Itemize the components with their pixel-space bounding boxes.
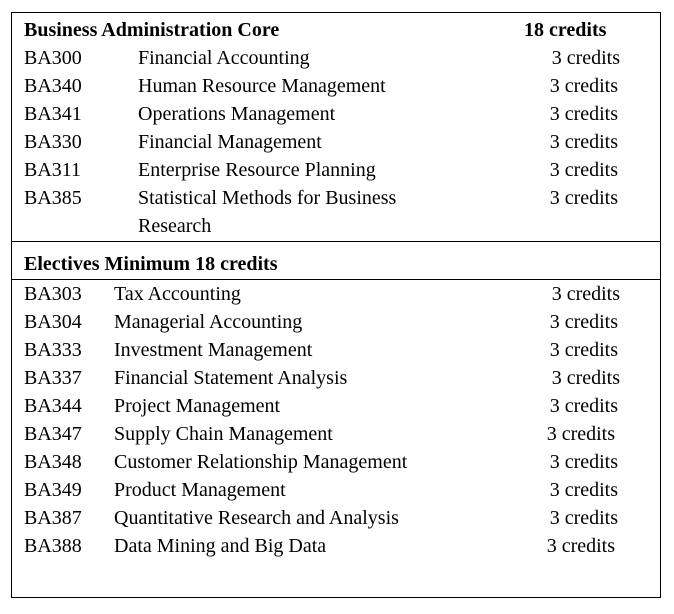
course-code: BA387 (24, 507, 82, 529)
table-row (24, 336, 624, 364)
course-credits: 3 credits (549, 451, 618, 473)
course-credits: 3 credits (549, 187, 618, 209)
course-title: Managerial Accounting (114, 311, 303, 333)
core-section-total: 18 credits (524, 19, 607, 41)
course-title: Supply Chain Management (114, 423, 333, 445)
core-section-title: Business Administration Core (24, 19, 280, 41)
course-code: BA341 (24, 103, 82, 125)
course-code: BA344 (24, 395, 82, 417)
course-title: Financial Accounting (138, 47, 310, 69)
course-title: Operations Management (138, 103, 336, 125)
course-title: Tax Accounting (114, 283, 241, 305)
course-code: BA330 (24, 131, 82, 153)
table-row (24, 128, 624, 156)
course-credits: 3 credits (549, 311, 618, 333)
course-code: BA303 (24, 283, 82, 305)
table-row (24, 44, 624, 72)
course-title: Investment Management (114, 339, 313, 361)
table-row (24, 308, 624, 336)
table-row (24, 100, 624, 128)
table-row-continuation (24, 212, 624, 240)
course-title: Quantitative Research and Analysis (114, 507, 399, 529)
course-credits: 3 credits (549, 103, 618, 125)
course-title: Enterprise Resource Planning (138, 159, 376, 181)
course-code: BA349 (24, 479, 82, 501)
table-row (24, 392, 624, 420)
table-row (24, 156, 624, 184)
course-title: Statistical Methods for Business (138, 187, 397, 209)
electives-section-header (24, 250, 277, 278)
table-row (24, 448, 624, 476)
course-title: Financial Management (138, 131, 322, 153)
course-credits: 3 credits (549, 75, 618, 97)
table-row (24, 532, 624, 560)
table-row (24, 184, 624, 212)
course-title: Customer Relationship Management (114, 451, 408, 473)
course-credits: 3 credits (549, 479, 618, 501)
course-code: BA337 (24, 367, 82, 389)
course-title: Product Management (114, 479, 286, 501)
course-credits: 3 credits (551, 283, 620, 305)
course-code: BA388 (24, 535, 82, 557)
course-code: BA311 (24, 159, 82, 181)
table-row (24, 420, 624, 448)
course-credits: 3 credits (549, 159, 618, 181)
table-row (24, 280, 624, 308)
course-code: BA347 (24, 423, 82, 445)
course-credits: 3 credits (549, 395, 618, 417)
course-title-continuation: Research (138, 215, 212, 237)
course-credits: 3 credits (551, 367, 620, 389)
course-code: BA340 (24, 75, 82, 97)
course-credits: 3 credits (546, 535, 615, 557)
core-section-header (24, 16, 607, 44)
course-credits: 3 credits (549, 131, 618, 153)
course-code: BA300 (24, 47, 82, 69)
course-title: Project Management (114, 395, 281, 417)
table-row (24, 476, 624, 504)
course-credits: 3 credits (549, 339, 618, 361)
course-code: BA304 (24, 311, 82, 333)
course-code: BA333 (24, 339, 82, 361)
section-divider-top (11, 241, 661, 242)
course-credits: 3 credits (551, 47, 620, 69)
table-row (24, 72, 624, 100)
course-title: Financial Statement Analysis (114, 367, 348, 389)
table-row (24, 504, 624, 532)
table-row (24, 364, 624, 392)
course-title: Data Mining and Big Data (114, 535, 327, 557)
course-code: BA385 (24, 187, 82, 209)
course-credits: 3 credits (549, 507, 618, 529)
course-code: BA348 (24, 451, 82, 473)
course-title: Human Resource Management (138, 75, 386, 97)
course-credits: 3 credits (546, 423, 615, 445)
electives-section-title: Electives Minimum 18 credits (24, 253, 278, 275)
